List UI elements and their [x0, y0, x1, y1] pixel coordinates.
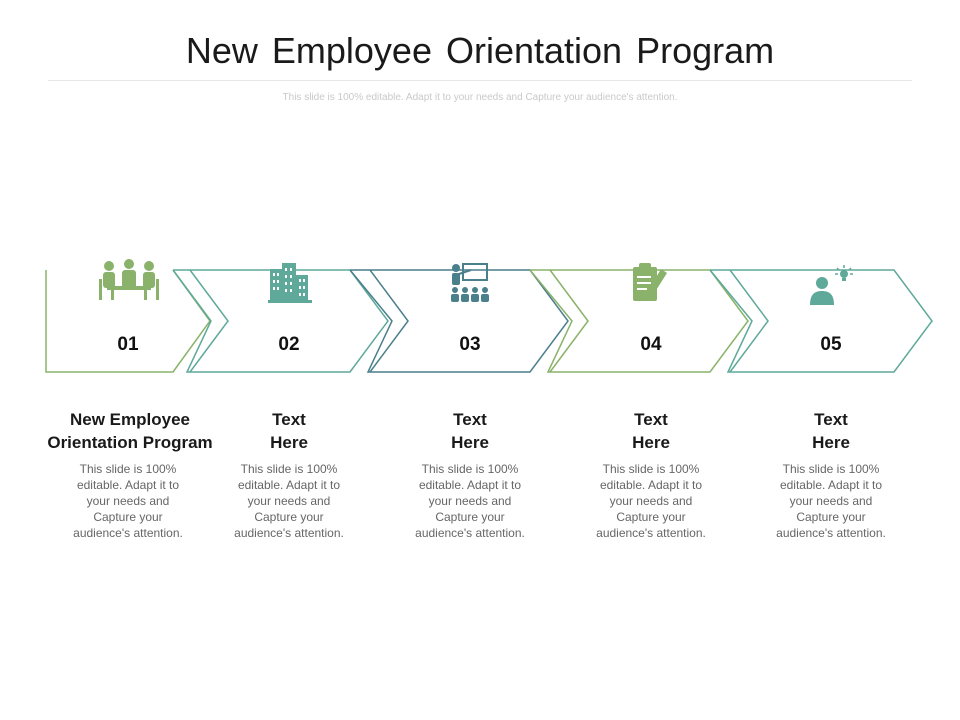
step-desc-2: [224, 461, 354, 541]
step-desc-1-line: audience's attention.: [73, 526, 183, 540]
slide-title: New Employee Orientation Program: [185, 30, 775, 71]
step-title-4-line1: Text: [634, 410, 668, 429]
step-title-2-line1: Text: [272, 410, 306, 429]
step-desc-4-line: your needs and: [609, 494, 693, 508]
step-desc-3: [405, 461, 535, 541]
step-desc-1-line: your needs and: [86, 494, 170, 508]
step-title-3-line2: Here: [451, 433, 489, 452]
step-desc-3-line: Capture your: [435, 510, 505, 524]
step-desc-1-line: This slide is 100%: [79, 462, 177, 476]
step-desc-2-line: Capture your: [254, 510, 324, 524]
step-desc-5-line: audience's attention.: [776, 526, 886, 540]
chevron-2-inner: [173, 270, 228, 321]
step-number-2: 02: [278, 334, 300, 355]
step-title-2-line2: Here: [270, 433, 308, 452]
step-desc-5-line: This slide is 100%: [782, 462, 880, 476]
step-number-5: 05: [820, 334, 842, 355]
step-desc-5-line: editable. Adapt it to: [779, 478, 883, 492]
clipboard-checklist-icon: [631, 263, 669, 303]
step-desc-5-line: Capture your: [796, 510, 866, 524]
step-title-5-line1: Text: [814, 410, 848, 429]
step-desc-4-line: Capture your: [616, 510, 686, 524]
step-title-5-line2: Here: [812, 433, 850, 452]
step-desc-2-line: editable. Adapt it to: [237, 478, 341, 492]
step-desc-4-line: This slide is 100%: [602, 462, 700, 476]
step-desc-2-line: This slide is 100%: [240, 462, 338, 476]
presentation-audience-icon: [449, 262, 491, 304]
step-desc-1: [63, 461, 193, 541]
step-desc-3-line: audience's attention.: [415, 526, 525, 540]
step-title-3-line1: Text: [453, 410, 487, 429]
step-title-3: [375, 408, 565, 454]
slide-subtitle: This slide is 100% editable. Adapt it to your needs and Capture your audience's attention.: [282, 92, 678, 103]
step-title-5: [736, 408, 926, 454]
team-meeting-icon: [99, 259, 159, 303]
step-desc-5-line: your needs and: [789, 494, 873, 508]
step-title-4-line2: Here: [632, 433, 670, 452]
step-title-2: [194, 408, 384, 454]
step-title-1-line1: New Employee: [70, 410, 190, 429]
step-desc-5: [766, 461, 896, 541]
chevron-1-outer: [190, 270, 228, 372]
step-desc-4: [586, 461, 716, 541]
step-desc-1-line: Capture your: [93, 510, 163, 524]
step-desc-2-line: audience's attention.: [234, 526, 344, 540]
step-desc-4-line: audience's attention.: [596, 526, 706, 540]
step-number-1: 01: [117, 334, 139, 355]
step-title-4: [556, 408, 746, 454]
step-number-4: 04: [640, 334, 662, 355]
step-desc-4-line: editable. Adapt it to: [599, 478, 703, 492]
step-number-3: 03: [459, 334, 481, 355]
step-desc-3-line: editable. Adapt it to: [418, 478, 522, 492]
step-desc-1-line: editable. Adapt it to: [76, 478, 180, 492]
step-desc-3-line: your needs and: [428, 494, 512, 508]
step-desc-2-line: your needs and: [247, 494, 331, 508]
step-desc-3-line: This slide is 100%: [421, 462, 519, 476]
office-buildings-icon: [268, 261, 312, 303]
step-title-1-line2: Orientation Program: [47, 433, 213, 452]
person-idea-icon: [806, 265, 854, 307]
